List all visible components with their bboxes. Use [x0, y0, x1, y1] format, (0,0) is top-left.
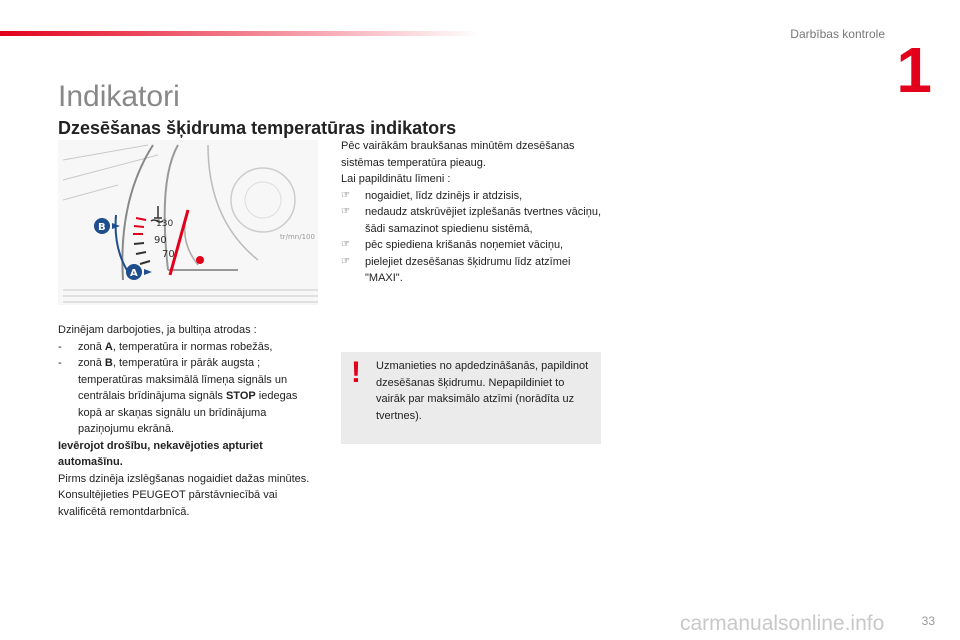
fill-step: ☞ pēc spiediena krišanās noņemiet vāciņu,: [341, 237, 611, 254]
warning-icon: !: [351, 356, 361, 389]
bullet-icon: ☞: [341, 255, 350, 267]
temperature-gauge-illustration: [58, 140, 318, 305]
left-intro: Dzinējam darbojoties, ja bultiņa atrodas :: [58, 324, 257, 336]
section-header: Darbības kontrole: [790, 27, 885, 41]
consult-instruction: Konsultējieties PEUGEOT pārstāvniecībā vai kvalificētā remontdarbnīcā.: [58, 489, 278, 518]
page-title: Indikatori: [58, 80, 180, 114]
svg-text:B: B: [98, 222, 106, 233]
fill-step: ☞ nogaidiet, līdz dzinējs ir atdzisis,: [341, 188, 611, 205]
svg-text:A: A: [130, 268, 138, 279]
gauge-tick-90: 90: [154, 235, 167, 246]
gauge-tick-70: 70: [162, 249, 175, 260]
bullet-icon: ☞: [341, 239, 350, 250]
fill-intro: Lai papildinātu līmeni :: [341, 173, 451, 185]
wait-instruction: Pirms dzinēja izslēgšanas nogaidiet dažas minūtes.: [58, 472, 310, 485]
right-intro: Pēc vairākām braukšanas minūtēm dzesēšanas sistēmas temperatūra pieaug.: [341, 140, 575, 169]
gauge-unit: tr/mn/100: [280, 233, 315, 241]
right-text-column: [341, 138, 611, 287]
header-accent-bar: [0, 31, 480, 36]
zone-b-item: - zonā B, temperatūra ir pārāk augsta ; temperatūras maksimālā līmeņa signāls un centrālais brīdinājuma signāls STOP iedegas kopā ar skaņas signālu un brīdinājuma paziņojumu ekrānā.: [58, 357, 298, 435]
fill-step: ☞ pielejiet dzesēšanas šķidrumu līdz atzīmei "MAXI".: [341, 255, 571, 284]
warning-box: [341, 352, 601, 444]
gauge-tick-130: 130: [156, 219, 174, 229]
bullet-icon: ☞: [341, 206, 350, 217]
section-title: Dzesēšanas šķidruma temperatūras indikators: [58, 117, 457, 138]
warning-text: Uzmanieties no apdedzināšanās, papildinot dzesēšanas šķidrumu. Nepapildiniet to vairāk par maksimālo atzīmi (norādīta uz tvertnes).: [376, 360, 589, 422]
page-number: 33: [921, 614, 935, 628]
bold-warning: Ievērojot drošību, nekavējoties apturiet automašīnu.: [58, 439, 263, 468]
bullet-icon: ☞: [341, 189, 350, 201]
watermark: carmanualsonline.info: [680, 612, 885, 635]
fill-step: ☞ nedaudz atskrūvējiet izplešanās tvertnes vāciņu, šādi samazinot spiedienu sistēmā,: [341, 206, 602, 235]
zone-a-item: - zonā A, temperatūra ir normas robežās,: [58, 340, 273, 353]
chapter-number: 1: [896, 34, 932, 106]
left-text-column: [58, 322, 320, 520]
